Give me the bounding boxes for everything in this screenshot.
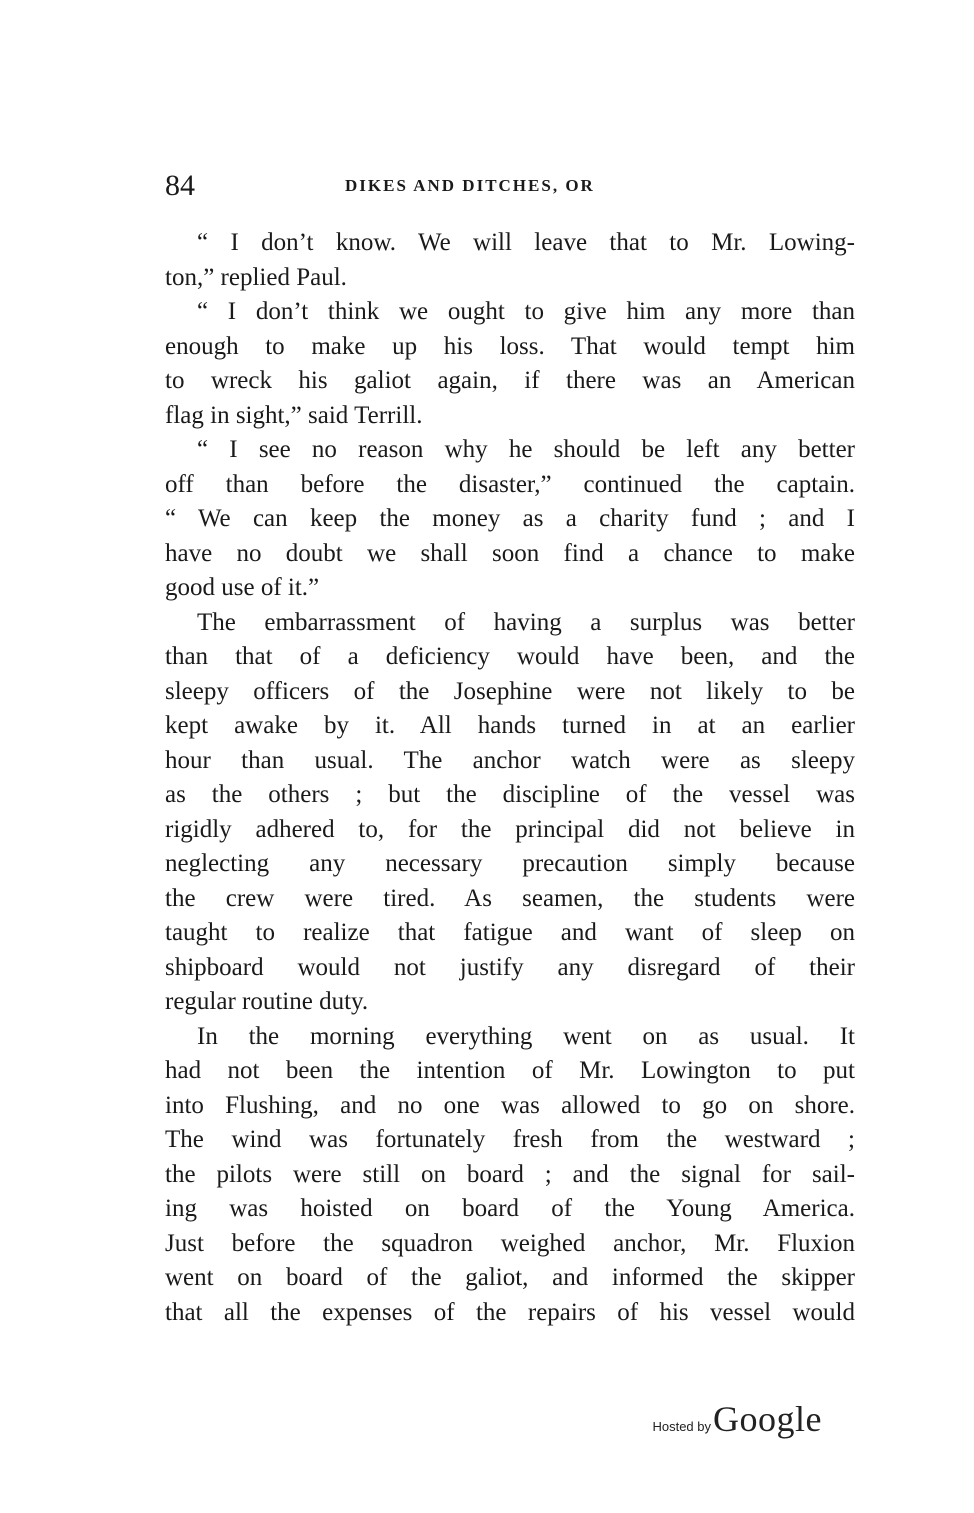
page-header bbox=[165, 168, 855, 204]
text-line: “ We can keep the money as a charity fund ; and I bbox=[165, 505, 855, 532]
text-line: ton,” replied Paul. bbox=[165, 263, 347, 291]
page-number: 84 bbox=[165, 169, 195, 202]
text-line: taught to realize that fatigue and want of sleep on bbox=[165, 919, 855, 946]
text-line: that all the expenses of the repairs of his vessel would bbox=[165, 1298, 855, 1326]
text-line: hour than usual. The anchor watch were as sleepy bbox=[165, 746, 855, 774]
hosted-by-google-watermark bbox=[652, 1398, 822, 1444]
text-line: In the morning everything went on as usual. It bbox=[197, 1022, 855, 1050]
text-line: the crew were tired. As seamen, the students were bbox=[165, 884, 855, 912]
text-line: Just before the squadron weighed anchor, Mr. Fluxion bbox=[165, 1229, 855, 1257]
text-line: into Flushing, and no one was allowed to go on shore. bbox=[165, 1091, 855, 1119]
text-line: the pilots were still on board ; and the signal for sail- bbox=[165, 1160, 855, 1188]
text-line: kept awake by it. All hands turned in at an earlier bbox=[165, 712, 855, 739]
hosted-by-label: Hosted by bbox=[652, 1419, 712, 1434]
text-line: went on board of the galiot, and informed the skipper bbox=[165, 1264, 855, 1291]
text-line: rigidly adhered to, for the principal did not believe in bbox=[165, 815, 855, 843]
text-line: as the others ; but the discipline of the vessel was bbox=[165, 781, 855, 808]
text-line: enough to make up his loss. That would tempt him bbox=[165, 332, 855, 360]
body-text bbox=[165, 226, 855, 1330]
text-line: ing was hoisted on board of the Young America. bbox=[165, 1195, 855, 1222]
text-line: “ I don’t know. We will leave that to Mr. Lowing- bbox=[197, 229, 855, 256]
text-line: off than before the disaster,” continued the captain. bbox=[165, 470, 855, 498]
text-line: The wind was fortunately fresh from the westward ; bbox=[165, 1126, 855, 1153]
text-line: sleepy officers of the Josephine were not likely to be bbox=[165, 677, 855, 705]
text-line: than that of a deficiency would have been, and the bbox=[165, 643, 855, 670]
google-logo: Google bbox=[713, 1399, 822, 1439]
text-line: The embarrassment of having a surplus was better bbox=[197, 608, 855, 636]
text-line: had not been the intention of Mr. Lowington to put bbox=[165, 1057, 855, 1084]
running-head: DIKES AND DITCHES, OR bbox=[345, 176, 595, 195]
text-line: regular routine duty. bbox=[165, 988, 369, 1015]
text-line: “ I see no reason why he should be left any better bbox=[197, 436, 855, 463]
text-line: have no doubt we shall soon find a chance to make bbox=[165, 539, 855, 567]
text-line: flag in sight,” said Terrill. bbox=[165, 401, 423, 429]
text-line: good use of it.” bbox=[165, 574, 320, 601]
text-line: shipboard would not justify any disregard of their bbox=[165, 953, 855, 981]
text-line: “ I don’t think we ought to give him any more than bbox=[197, 298, 855, 325]
text-line: neglecting any necessary precaution simply because bbox=[165, 850, 855, 877]
text-line: to wreck his galiot again, if there was an American bbox=[165, 367, 855, 394]
